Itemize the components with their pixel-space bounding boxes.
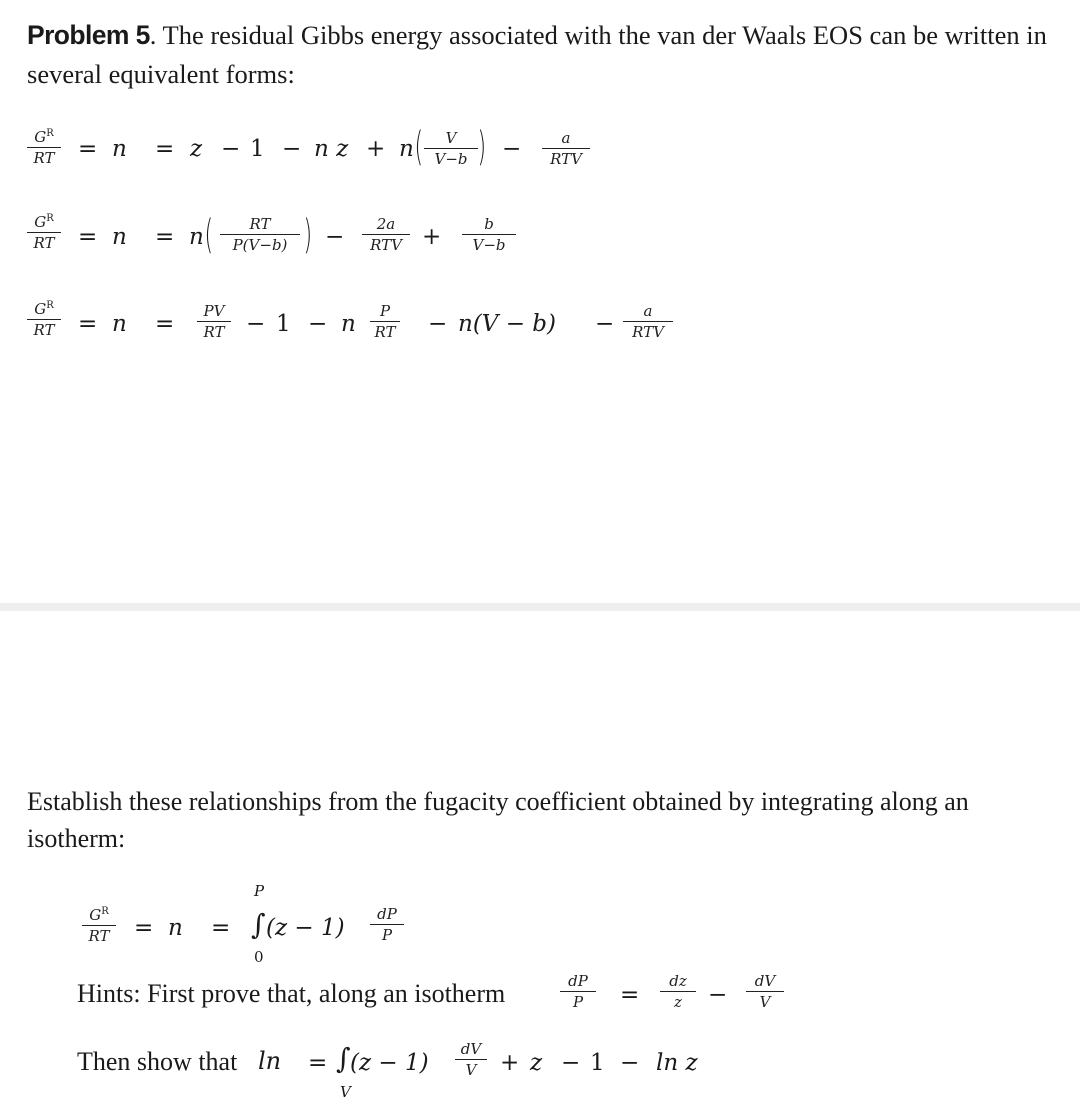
hint-frac-dz bbox=[660, 971, 696, 1012]
section-divider bbox=[0, 603, 1080, 611]
eq1-n2: n bbox=[399, 136, 414, 162]
eq2-eq-1: = bbox=[78, 224, 98, 250]
eq2-frac-rt bbox=[220, 214, 300, 255]
eq1-eq-1: = bbox=[78, 136, 98, 162]
hint-frac-dv-num: dV bbox=[754, 972, 776, 990]
eq1-minus-2: − bbox=[282, 136, 302, 162]
eq3-minus-1: − bbox=[246, 311, 266, 337]
then-int-sign: ∫ bbox=[336, 1042, 351, 1075]
int-upper-limit: P bbox=[254, 882, 265, 900]
eq2-lhs-den: RT bbox=[33, 234, 55, 252]
hint-frac-dz-num: dz bbox=[669, 972, 687, 990]
eq3-frac-a-den: RTV bbox=[632, 323, 664, 341]
then-text: Then show that bbox=[77, 1047, 238, 1076]
eq2-frac-2a bbox=[362, 214, 410, 255]
then-frac-dv-num: dV bbox=[460, 1040, 482, 1058]
eq1-lhs-num: G bbox=[34, 128, 47, 146]
eq2-n: n bbox=[112, 224, 127, 250]
eq3-minus-2: − bbox=[308, 311, 328, 337]
eq3-frac-pv-num: PV bbox=[203, 302, 225, 320]
eq3-minus-4: − bbox=[595, 311, 615, 337]
eq1-frac-v-den: V−b bbox=[434, 150, 468, 168]
int-sign: ∫ bbox=[251, 908, 266, 941]
eq3-frac-p-den: RT bbox=[374, 323, 396, 341]
eq2-frac-rt-den: P(V−b) bbox=[232, 236, 288, 254]
int-n: n bbox=[168, 915, 183, 941]
eq1-nz: n z bbox=[314, 136, 349, 162]
int-lhs-fraction bbox=[82, 902, 116, 946]
eq2-n2: n bbox=[189, 224, 204, 250]
eq2-frac-b-num: b bbox=[484, 215, 494, 233]
eq3-one: 1 bbox=[276, 311, 291, 337]
int-integrand: (z − 1) bbox=[266, 915, 345, 941]
eq3-eq-1: = bbox=[78, 311, 98, 337]
eq1-frac-a-num: a bbox=[561, 129, 571, 147]
then-lower-limit: V bbox=[340, 1083, 351, 1101]
eq2-plus: + bbox=[422, 224, 442, 250]
then-plus: + bbox=[500, 1050, 520, 1076]
hint-minus: − bbox=[708, 982, 728, 1008]
eq1-minus-1: − bbox=[221, 136, 241, 162]
int-lhs-sup: R bbox=[101, 906, 109, 917]
hint-frac-dv-den: V bbox=[759, 993, 771, 1011]
eq1-plus: + bbox=[366, 136, 386, 162]
then-frac-dv bbox=[455, 1039, 487, 1080]
eq3-lhs-fraction bbox=[27, 296, 61, 340]
int-frac-dp bbox=[370, 904, 404, 945]
eq2-frac-2a-den: RTV bbox=[370, 236, 402, 254]
eq3-lhs-den: RT bbox=[33, 321, 55, 339]
then-minus-2: − bbox=[620, 1050, 640, 1076]
eq1-lhs-den: RT bbox=[33, 149, 55, 167]
eq2-frac-b bbox=[462, 214, 516, 255]
eq3-nvmb: n(V − b) bbox=[458, 311, 556, 337]
hint-eq: = bbox=[620, 982, 640, 1008]
eq3-frac-pv-den: RT bbox=[203, 323, 225, 341]
eq1-frac-v bbox=[424, 128, 478, 169]
then-z: z bbox=[530, 1050, 543, 1076]
instructions-paragraph: Establish these relationships from the fugacity coefficient obtained by integrating along an isotherm: bbox=[27, 787, 969, 853]
int-frac-dp-num: dP bbox=[377, 905, 397, 923]
int-eq-1: = bbox=[134, 915, 154, 941]
eq3-eq-2: = bbox=[155, 311, 175, 337]
hint-frac-dz-den: z bbox=[674, 993, 682, 1011]
hint-frac-dp bbox=[560, 971, 596, 1012]
eq3-lhs-num: G bbox=[34, 300, 47, 318]
eq1-one: 1 bbox=[250, 136, 265, 162]
eq3-n2: n bbox=[341, 311, 356, 337]
eq2-frac-2a-num: 2a bbox=[376, 215, 396, 233]
hint-frac-dv bbox=[746, 971, 784, 1012]
eq3-frac-a bbox=[623, 301, 673, 342]
problem-label: Problem 5 bbox=[27, 20, 150, 50]
eq1-z: z bbox=[190, 136, 203, 162]
eq2-frac-rt-num: RT bbox=[249, 215, 271, 233]
eq2-lhs-fraction bbox=[27, 209, 61, 253]
eq2-minus: − bbox=[325, 224, 345, 250]
eq2-frac-b-den: V−b bbox=[472, 236, 506, 254]
int-eq-2: = bbox=[211, 915, 231, 941]
eq3-minus-3: − bbox=[428, 311, 448, 337]
then-lnz: ln z bbox=[656, 1050, 698, 1076]
eq1-lhs-fraction bbox=[27, 124, 61, 168]
then-eq: = bbox=[308, 1050, 328, 1076]
then-minus-1: − bbox=[561, 1050, 581, 1076]
eq2-lhs-sup: R bbox=[46, 213, 54, 224]
eq2-eq-2: = bbox=[155, 224, 175, 250]
then-integrand: (z − 1) bbox=[350, 1050, 429, 1076]
eq2-lhs-num: G bbox=[34, 213, 47, 231]
int-lower-limit: 0 bbox=[254, 948, 264, 966]
eq3-frac-p bbox=[370, 301, 400, 342]
eq1-frac-a-den: RTV bbox=[550, 150, 582, 168]
eq3-lhs-sup: R bbox=[46, 300, 54, 311]
problem-intro bbox=[27, 16, 1080, 94]
then-ln: ln bbox=[258, 1047, 282, 1075]
then-frac-dv-den: V bbox=[465, 1061, 477, 1079]
problem-text: . The residual Gibbs energy associated with the van der Waals EOS can be written in several equivalent forms: bbox=[27, 20, 1047, 89]
hint-text: Hints: First prove that, along an isotherm bbox=[77, 979, 506, 1008]
int-lhs-den: RT bbox=[88, 927, 110, 945]
eq1-frac-v-num: V bbox=[445, 129, 457, 147]
eq1-minus-3: − bbox=[502, 136, 522, 162]
eq3-frac-pv bbox=[197, 301, 231, 342]
then-one: 1 bbox=[590, 1050, 605, 1076]
eq1-n: n bbox=[112, 136, 127, 162]
eq3-n: n bbox=[112, 311, 127, 337]
int-lhs-num: G bbox=[89, 906, 102, 924]
eq1-frac-a bbox=[542, 128, 590, 169]
int-frac-dp-den: P bbox=[381, 926, 393, 944]
hint-frac-dp-num: dP bbox=[568, 972, 588, 990]
hint-frac-dp-den: P bbox=[572, 993, 584, 1011]
eq1-eq-2: = bbox=[155, 136, 175, 162]
eq3-frac-p-num: P bbox=[379, 302, 391, 320]
eq1-lhs-sup: R bbox=[46, 128, 54, 139]
eq3-frac-a-num: a bbox=[643, 302, 653, 320]
